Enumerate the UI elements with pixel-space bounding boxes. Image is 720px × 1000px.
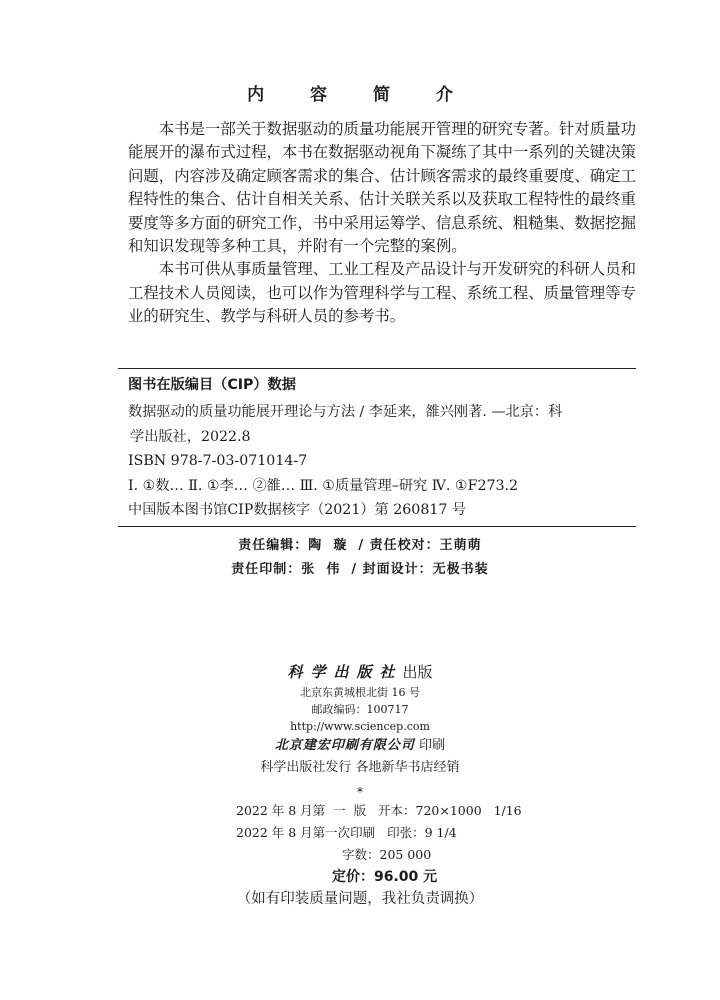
cip-number: 中国版本图书馆CIP数据核字（2021）第 260817 号 xyxy=(128,502,467,518)
printer-suffix: 印刷 xyxy=(419,738,446,753)
printer-line xyxy=(0,735,720,757)
word-count: 字数：205 000 xyxy=(342,847,432,862)
cip-title-line: 数据驱动的质量功能展开理论与方法 / 李延来，雒兴刚著. —北京：科 xyxy=(128,404,563,420)
editors-block xyxy=(0,534,720,582)
cip-data-block xyxy=(118,368,636,527)
page-title: 内 容 简 介 xyxy=(247,85,473,105)
editors-line: 责任编辑：陶 璇 / 责任校对：王萌萌 xyxy=(238,538,482,553)
publisher-website: http://www.sciencep.com xyxy=(290,720,430,733)
quality-notice: （如有印装质量问题，我社负责调换） xyxy=(236,891,484,907)
summary-paragraph: 本书可供从事质量管理、工业工程及产品设计与开发研究的科研人员和工程技术人员阅读，也可以作为管理科学与工程、系统工程、质量管理等专业的研究生、教学与科研人员的参考书。 xyxy=(128,260,636,326)
cip-isbn: ISBN 978-7-03-071014-7 xyxy=(128,453,308,469)
publisher-block xyxy=(0,660,720,801)
separator-star: * xyxy=(357,785,363,799)
edition-block xyxy=(236,800,536,888)
distribution-line: 科学出版社发行 各地新华书店经销 xyxy=(260,760,460,775)
cip-heading: 图书在版编目（CIP）数据 xyxy=(128,377,296,393)
publisher-line xyxy=(0,660,720,684)
publisher-name: 科学出版社 xyxy=(287,663,403,681)
cip-classification: Ⅰ. ①数… Ⅱ. ①李… ②雒… Ⅲ. ①质量管理–研究 Ⅳ. ①F273.2 xyxy=(128,477,519,494)
edition-line: 2022 年 8 月第 一 版 开本：720×1000 1/16 xyxy=(236,803,522,818)
printing-line: 2022 年 8 月第一次印刷 印张：9 1/4 xyxy=(236,825,457,840)
printer-name: 北京建宏印刷有限公司 xyxy=(274,738,415,753)
content-summary xyxy=(128,118,636,329)
publisher-postcode: 邮政编码：100717 xyxy=(311,703,409,716)
publisher-address: 北京东黄城根北街 16 号 xyxy=(300,686,420,699)
summary-paragraph: 本书是一部关于数据驱动的质量功能展开管理的研究专著。针对质量功能展开的瀑布式过程，本书在数据驱动视角下凝练了其中一系列的关键决策问题，内容涉及确定顾客需求的集合、估计顾客需求的最终重要度、确定工程特性的集合、估计自相关关系、估计关联关系以及获取工程特性的最终重要度等多方面的研究工作，书中采用运筹学、信息系统、粗糙集、数据挖掘和知识发现等多种工具，并附有一个完整的案例。 xyxy=(128,120,636,256)
editors-line: 责任印制：张 伟 / 封面设计：无极书装 xyxy=(231,562,489,577)
price: 定价：96.00 元 xyxy=(332,869,438,885)
cip-title-continuation: 学出版社，2022.8 xyxy=(130,428,251,445)
publisher-suffix: 出版 xyxy=(402,663,433,681)
